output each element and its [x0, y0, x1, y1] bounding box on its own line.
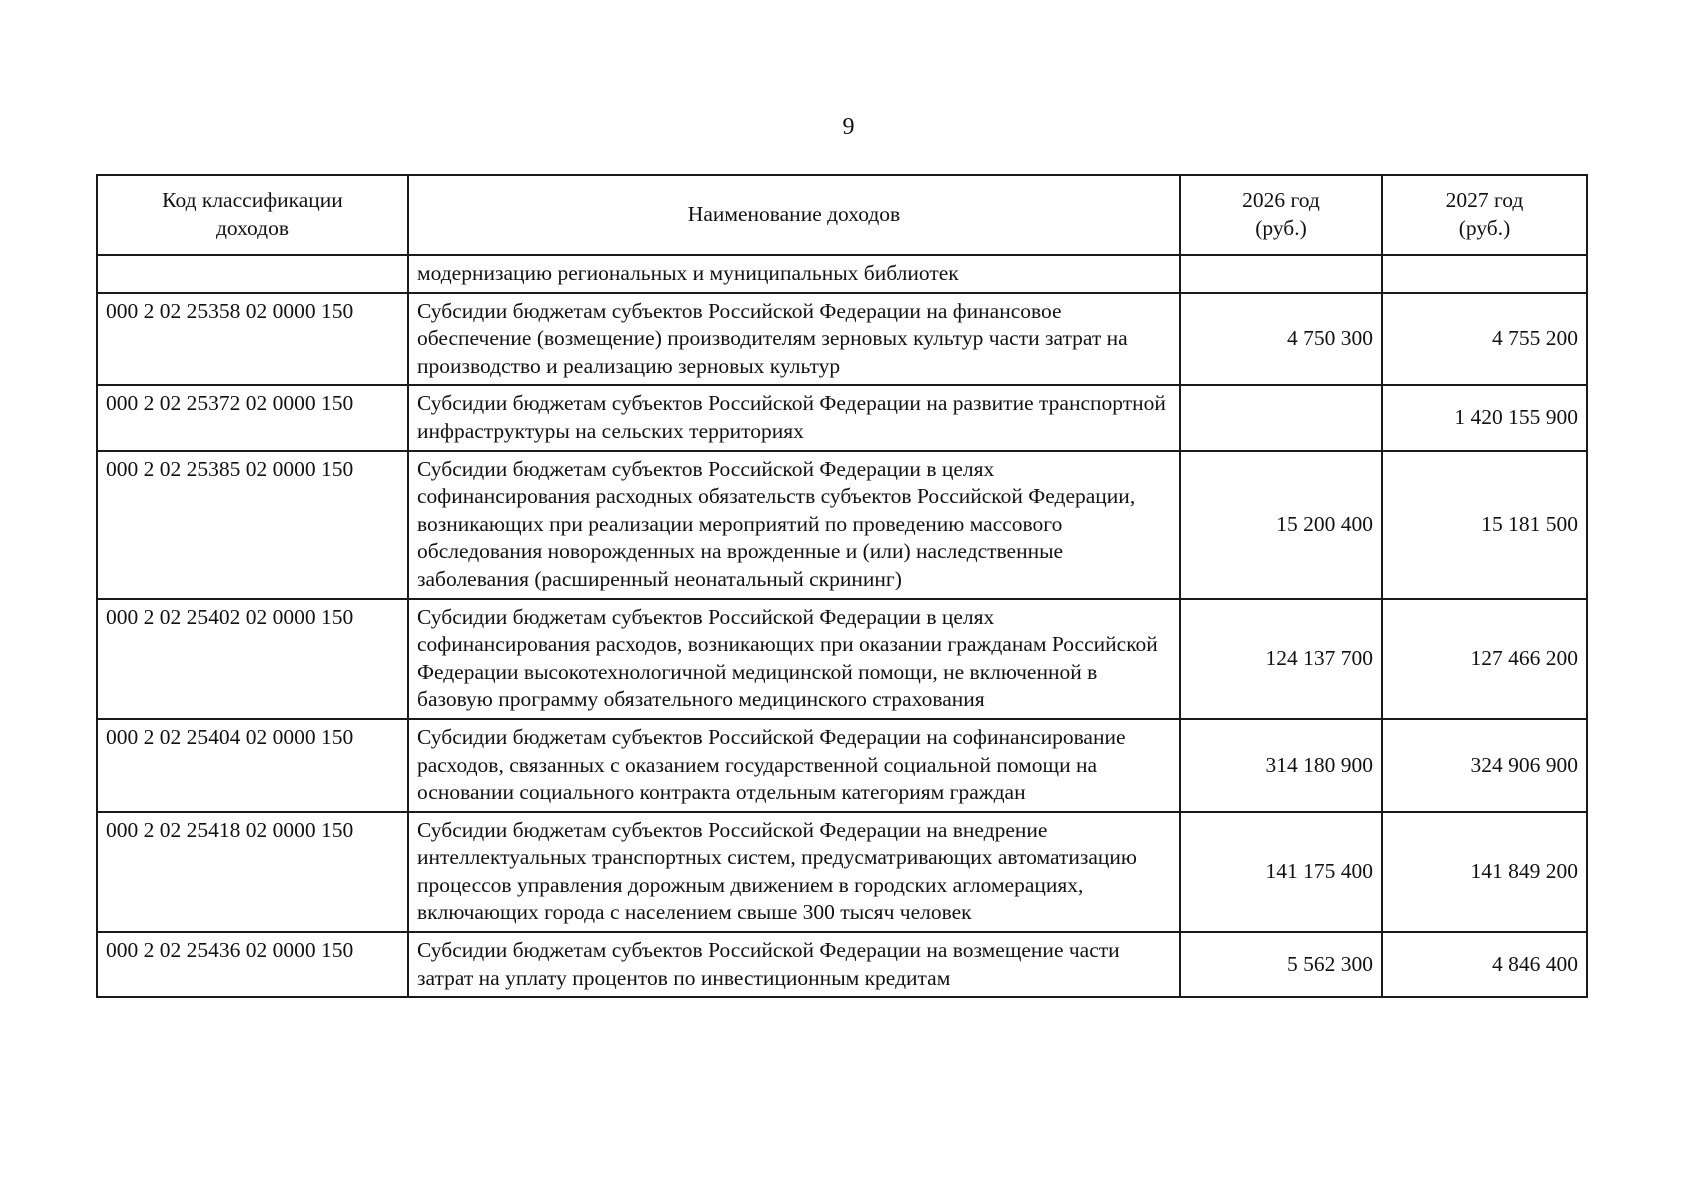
row-2026: 141 175 400 — [1180, 812, 1382, 932]
table-row — [97, 255, 1587, 293]
row-name: модернизацию региональных и муниципальных библиотек — [408, 255, 1180, 293]
row-2027: 141 849 200 — [1382, 812, 1587, 932]
row-name: Субсидии бюджетам субъектов Российской Федерации на возмещение части затрат на уплату процентов по инвестиционным кредитам — [408, 932, 1180, 997]
header-name — [408, 175, 1180, 255]
row-name: Субсидии бюджетам субъектов Российской Федерации в целях софинансирования расходов, возникающих при оказании гражданам Российской Федерации высокотехнологичной медицинской помощи, не включенной в базовую программу обязательного медицинского страхования — [408, 599, 1180, 719]
row-2026 — [1180, 255, 1382, 293]
row-code: 000 2 02 25418 02 0000 150 — [97, 812, 408, 932]
header-code-line1: Код классификации — [162, 188, 343, 213]
header-2027-line2: (руб.) — [1458, 216, 1511, 240]
row-code: 000 2 02 25402 02 0000 150 — [97, 599, 408, 719]
table-row — [97, 385, 1587, 450]
table-row — [97, 599, 1587, 719]
header-2026-line2: (руб.) — [1255, 216, 1307, 240]
row-name: Субсидии бюджетам субъектов Российской Федерации на финансовое обеспечение (возмещение) производителям зерновых культур части затрат на производство и реализацию зерновых культур — [408, 293, 1180, 386]
table-row — [97, 451, 1587, 599]
row-code: 000 2 02 25372 02 0000 150 — [97, 385, 408, 450]
table-row — [97, 719, 1587, 812]
row-2026: 4 750 300 — [1180, 293, 1382, 386]
row-name: Субсидии бюджетам субъектов Российской Федерации на развитие транспортной инфраструктуры на сельских территориях — [408, 385, 1180, 450]
row-2026 — [1180, 385, 1382, 450]
row-code: 000 2 02 25358 02 0000 150 — [97, 293, 408, 386]
table-row — [97, 932, 1587, 997]
header-code-line2: доходов — [215, 216, 290, 240]
row-2026: 314 180 900 — [1180, 719, 1382, 812]
row-name: Субсидии бюджетам субъектов Российской Федерации на внедрение интеллектуальных транспортных систем, предусматривающих автоматизацию процессов управления дорожным движением в городских агломерациях, включающих города с населением свыше 300 тысяч человек — [408, 812, 1180, 932]
row-name: Субсидии бюджетам субъектов Российской Федерации на софинансирование расходов, связанных с оказанием государственной социальной помощи на основании социального контракта отдельным категориям граждан — [408, 719, 1180, 812]
header-2027-line1: 2027 год — [1445, 188, 1524, 213]
header-name-label: Наименование доходов — [687, 202, 901, 227]
header-code — [97, 175, 408, 255]
page-number: 9 — [842, 114, 855, 140]
row-2027: 324 906 900 — [1382, 719, 1587, 812]
row-code: 000 2 02 25436 02 0000 150 — [97, 932, 408, 997]
row-2027: 4 846 400 — [1382, 932, 1587, 997]
row-code — [97, 255, 408, 293]
row-2026: 5 562 300 — [1180, 932, 1382, 997]
table-row — [97, 293, 1587, 386]
header-row — [97, 175, 1587, 255]
row-2026: 15 200 400 — [1180, 451, 1382, 599]
table-row — [97, 812, 1587, 932]
header-2026-line1: 2026 год — [1242, 188, 1320, 213]
row-2027: 4 755 200 — [1382, 293, 1587, 386]
header-2026 — [1180, 175, 1382, 255]
row-code: 000 2 02 25385 02 0000 150 — [97, 451, 408, 599]
row-2027 — [1382, 255, 1587, 293]
row-2027: 127 466 200 — [1382, 599, 1587, 719]
row-code: 000 2 02 25404 02 0000 150 — [97, 719, 408, 812]
header-2027 — [1382, 175, 1587, 255]
revenue-table — [96, 174, 1588, 998]
row-name: Субсидии бюджетам субъектов Российской Федерации в целях софинансирования расходных обязательств субъектов Российской Федерации, возникающих при реализации мероприятий по проведению массового обследования новорожденных на врожденные и (или) наследственные заболевания (расширенный неонатальный скрининг) — [408, 451, 1180, 599]
row-2027: 1 420 155 900 — [1382, 385, 1587, 450]
table-header — [97, 175, 1587, 255]
table-body — [97, 255, 1587, 997]
row-2027: 15 181 500 — [1382, 451, 1587, 599]
row-2026: 124 137 700 — [1180, 599, 1382, 719]
